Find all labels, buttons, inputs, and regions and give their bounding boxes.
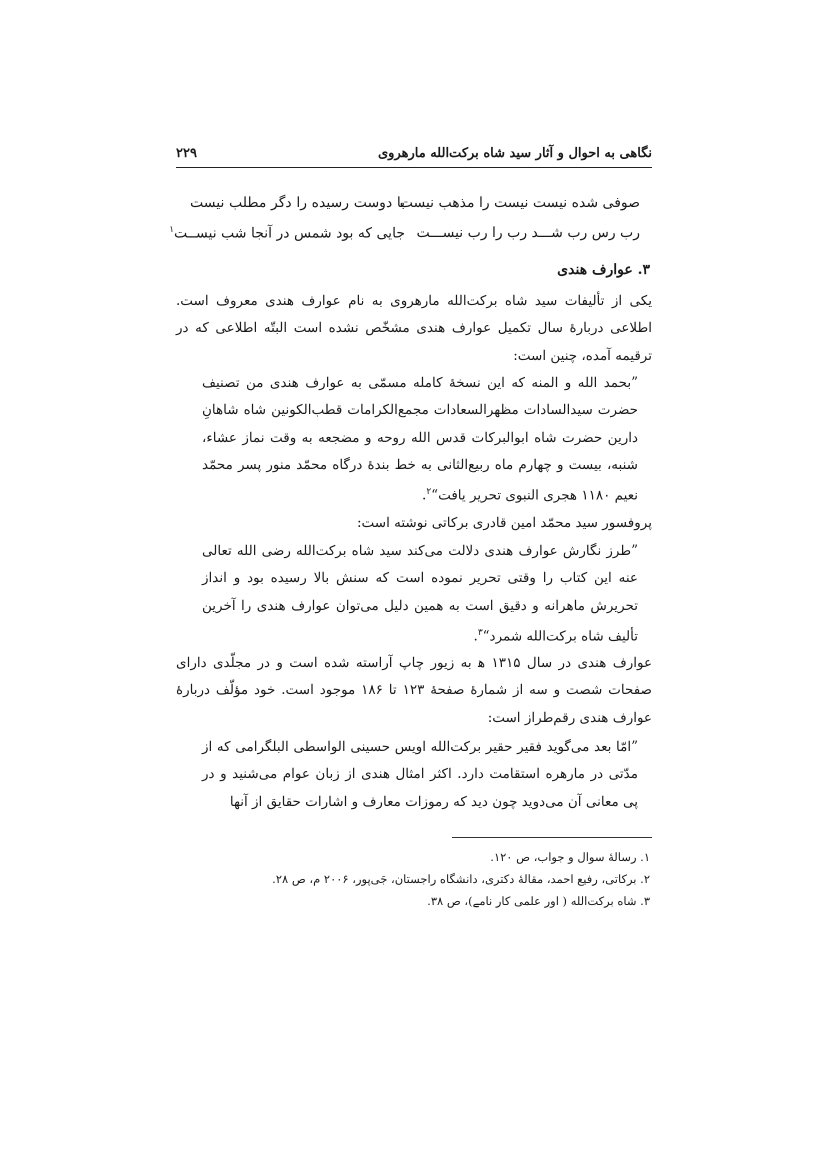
footnote: ۱. رسالهٔ سوال و جواب، ص ۱۲۰. [490,850,650,864]
poem-hemistich-left: با دوست رسیده را دگر مطلب نیست [190,195,405,211]
body-paragraph [176,510,652,537]
footnote-rule [452,837,652,838]
footnote-marker: ۳ [477,627,483,638]
paragraph-text: یکی از تألیفات سید شاه برکت‌الله مارهروی به نام عوارف هندی معروف است. اطلاعی دربارهٔ سال تکمیل عوارف هندی مشخّص نشده است البتّه اطلاعی که در ترقیمه آمده، چنین است: [176,293,652,364]
body-paragraph [176,650,652,732]
footnotes [174,846,650,912]
body-paragraph [176,288,652,370]
quote-text: ”طرز نگارش عوارف هندی دلالت می‌کند سید شاه برکت‌الله رضی الله تعالی عنه این کتاب را وقتی تحریر نموده است که سنش بالا رسیده بود و انداز تحریرش ماهرانه و دقیق است به همین دلیل می‌توان عوارف هندی را آخرین تألیف شاه برکت‌الله شمرد“$^۳$. [202,543,638,645]
quote-text: ”بحمد الله و المنه که این نسخهٔ کامله مسمّی به عوارف هندی من تصنیف حضرت سیدالسادات مظهرالسعادات مجمع‌الکرامات قطب‌الکونین شاه شاهانِ دارین حضرت شاه ابوالبرکات قدس الله روحه و مضجعه به وقت نماز عشاء، شنبه، بیست و چهارم ماه ربیع‌الثانی به خط بندهٔ درگاه محمّد منور پسر محمّد نعیم ۱۱۸۰ هجری النبوی تحریر یافت“$^۲$. [202,375,638,504]
header-rule [176,167,652,168]
poem-verse [169,218,640,248]
paragraph-text: عوارف هندی در سال ۱۳۱۵ ﻫ به زیور چاپ آراسته شده است و در مجلّدی دارای صفحات شصت و سه از شمارهٔ صفحهٔ ۱۲۳ تا ۱۸۶ موجود است. خود مؤلّف دربارهٔ عوارف هندی رقم‌طراز است: [176,655,653,726]
footnote: ۲. برکاتی، رفیع احمد، مقالهٔ دکتری، دانشگاه راجستان، جَی‌پور، ۲۰۰۶ م، ص ۲۸. [272,872,650,886]
quote-text-content: ”بحمد الله و المنه که این نسخهٔ کامله مسمّی به عوارف هندی من تصنیف حضرت سیدالسادات مظهرالسعادات مجمع‌الکرامات قطب‌الکونین شاه شاهانِ دارین حضرت شاه ابوالبرکات قدس الله روحه و مضجعه به وقت نماز عشاء، شنبه، بیست و چهارم ماه ربیع‌الثانی به خط بندهٔ درگاه محمّد منور پسر محمّد نعیم ۱۱۸۰ هجری النبوی تحریر یافت“ [202,375,638,504]
block-quote [202,734,638,816]
block-quote [202,538,638,651]
paragraph-text: پروفسور سید محمّد امین قادری برکاتی نوشته است: [356,515,652,531]
poem-verse [190,188,640,218]
running-title: نگاهی به احوال و آثار سید شاه برکت‌الله مارهروی [378,145,652,161]
section-heading: ۳. عوارف هندی [557,262,650,278]
poem-hemistich-right: صوفی شده نیست نیست را مذهب نیست [399,195,640,211]
footnote-marker: ۱ [169,224,175,235]
poem-hemistich-left-text: جایی که بود شمس در آنجا شب نیســت [174,225,405,242]
poem-hemistich-left [169,224,405,242]
footnote-marker: ۲ [426,487,432,498]
quote-text: ”امّا بعد می‌گوید فقیر حقیر برکت‌الله اویس حسینی الواسطی البلگرامی که از مدّتی در مارهره استقامت دارد. اکثر امثال هندی از زبان عوام می‌شنید و در پی معانی آن می‌دوید چون دید که رموزات معارف و اشارات حقایق از آنها [202,739,638,810]
page-number: ۲۲۹ [176,145,197,161]
quote-text-content: ”طرز نگارش عوارف هندی دلالت می‌کند سید شاه برکت‌الله رضی الله تعالی عنه این کتاب را وقتی تحریر نموده است که سنش بالا رسیده بود و انداز تحریرش ماهرانه و دقیق است به همین دلیل می‌توان عوارف هندی را آخرین تألیف شاه برکت‌الله شمرد“ [202,543,638,645]
poem-hemistich-right: رب رس رب شـــد رب را رب نیســـت [416,225,640,241]
poem [169,188,640,248]
block-quote [202,370,638,510]
footnote: ۳. شاه برکت‌الله ( اور علمی کار نامے)، ص ۳۸. [427,894,650,908]
page-header [176,142,652,164]
